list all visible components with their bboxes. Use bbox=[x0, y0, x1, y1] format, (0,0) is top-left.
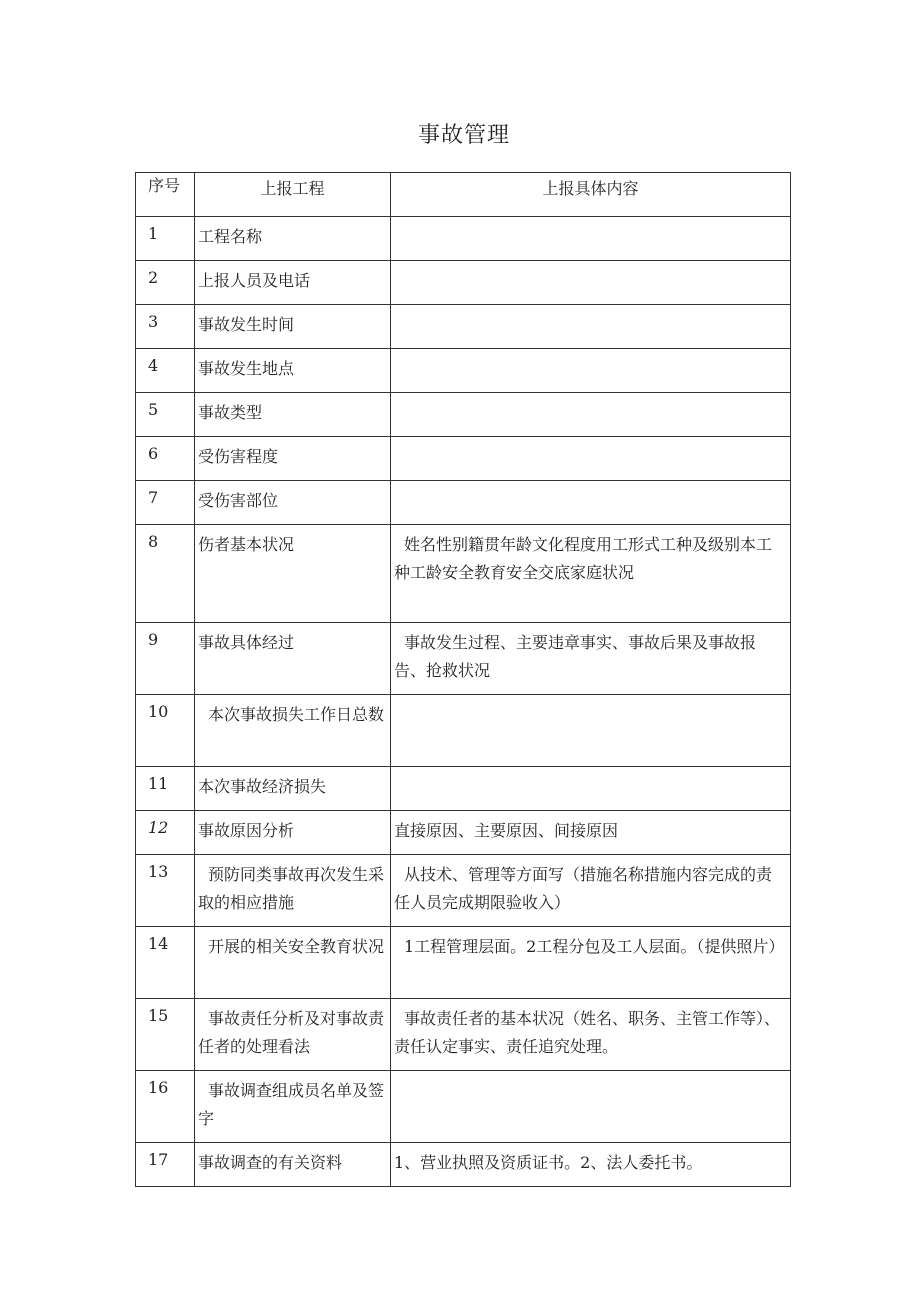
row-seq: 7 bbox=[136, 481, 195, 525]
row-content bbox=[391, 1071, 791, 1143]
row-content: 1、营业执照及资质证书。2、法人委托书。 bbox=[391, 1143, 791, 1187]
table-row bbox=[136, 855, 791, 927]
row-content-text: 事故责任者的基本状况（姓名、职务、主管工作等）、责任认定事实、责任追究处理。 bbox=[394, 1009, 781, 1056]
document-title: 事故管理 bbox=[417, 123, 510, 148]
table-header-row bbox=[136, 173, 791, 217]
row-seq: 12 bbox=[136, 811, 195, 855]
table-row bbox=[136, 261, 791, 305]
table-row bbox=[136, 393, 791, 437]
row-item: 上报人员及电话 bbox=[195, 261, 391, 305]
row-content-text: 事故发生过程、主要违章事实、事故后果及事故报告、抢救状况 bbox=[394, 633, 757, 680]
table-row bbox=[136, 623, 791, 695]
row-seq: 15 bbox=[136, 999, 195, 1071]
row-item-text: 事故调查组成员名单及签字 bbox=[198, 1081, 385, 1128]
header-item: 上报工程 bbox=[195, 173, 391, 217]
table-row bbox=[136, 767, 791, 811]
row-seq: 9 bbox=[136, 623, 195, 695]
row-content bbox=[391, 623, 791, 695]
row-seq: 13 bbox=[136, 855, 195, 927]
row-item: 事故发生地点 bbox=[195, 349, 391, 393]
header-content: 上报具体内容 bbox=[391, 173, 791, 217]
table-row bbox=[136, 927, 791, 999]
row-item: 工程名称 bbox=[195, 217, 391, 261]
row-content: 直接原因、主要原因、间接原因 bbox=[391, 811, 791, 855]
row-content bbox=[391, 349, 791, 393]
row-item bbox=[195, 855, 391, 927]
table-row bbox=[136, 525, 791, 623]
row-seq: 11 bbox=[136, 767, 195, 811]
row-content bbox=[391, 217, 791, 261]
table-row bbox=[136, 811, 791, 855]
row-seq: 8 bbox=[136, 525, 195, 623]
table-row bbox=[136, 999, 791, 1071]
row-content bbox=[391, 695, 791, 767]
row-seq: 2 bbox=[136, 261, 195, 305]
row-content-text: 姓名性别籍贯年龄文化程度用工形式工种及级别本工种工龄安全教育安全交底家庭状况 bbox=[394, 535, 773, 582]
row-item-text: 事故责任分析及对事故责任者的处理看法 bbox=[198, 1009, 385, 1056]
table-row bbox=[136, 695, 791, 767]
row-content bbox=[391, 999, 791, 1071]
row-content bbox=[391, 481, 791, 525]
row-content bbox=[391, 927, 791, 999]
row-content-text: 1工程管理层面。2工程分包及工人层面。（提供照片） bbox=[404, 937, 785, 956]
row-item: 伤者基本状况 bbox=[195, 525, 391, 623]
header-seq: 序号 bbox=[136, 173, 195, 217]
row-item-text: 开展的相关安全教育状况 bbox=[208, 937, 385, 956]
row-content bbox=[391, 525, 791, 623]
row-seq: 16 bbox=[136, 1071, 195, 1143]
row-seq: 3 bbox=[136, 305, 195, 349]
row-seq: 5 bbox=[136, 393, 195, 437]
row-item bbox=[195, 695, 391, 767]
row-item: 受伤害部位 bbox=[195, 481, 391, 525]
row-item bbox=[195, 999, 391, 1071]
table-row bbox=[136, 481, 791, 525]
table-row bbox=[136, 1143, 791, 1187]
table-row bbox=[136, 437, 791, 481]
row-item: 事故调查的有关资料 bbox=[195, 1143, 391, 1187]
row-item: 事故原因分析 bbox=[195, 811, 391, 855]
row-seq: 6 bbox=[136, 437, 195, 481]
row-item: 受伤害程度 bbox=[195, 437, 391, 481]
row-seq: 17 bbox=[136, 1143, 195, 1187]
row-content bbox=[391, 855, 791, 927]
row-content bbox=[391, 393, 791, 437]
row-content bbox=[391, 261, 791, 305]
table-row bbox=[136, 217, 791, 261]
row-item: 事故具体经过 bbox=[195, 623, 391, 695]
row-item: 本次事故经济损失 bbox=[195, 767, 391, 811]
row-item-text: 本次事故损失工作日总数 bbox=[208, 705, 385, 724]
row-content bbox=[391, 767, 791, 811]
row-item bbox=[195, 1071, 391, 1143]
row-item: 事故类型 bbox=[195, 393, 391, 437]
row-seq: 4 bbox=[136, 349, 195, 393]
row-seq: 14 bbox=[136, 927, 195, 999]
table-row bbox=[136, 1071, 791, 1143]
row-item bbox=[195, 927, 391, 999]
row-item: 事故发生时间 bbox=[195, 305, 391, 349]
table-row bbox=[136, 305, 791, 349]
table-row bbox=[136, 349, 791, 393]
row-seq: 10 bbox=[136, 695, 195, 767]
row-content bbox=[391, 305, 791, 349]
row-seq: 1 bbox=[136, 217, 195, 261]
row-item-text: 预防同类事故再次发生采取的相应措施 bbox=[198, 865, 385, 912]
row-content-text: 从技术、管理等方面写（措施名称措施内容完成的责任人员完成期限验收入） bbox=[394, 865, 773, 912]
row-content bbox=[391, 437, 791, 481]
accident-report-table bbox=[135, 172, 791, 1187]
